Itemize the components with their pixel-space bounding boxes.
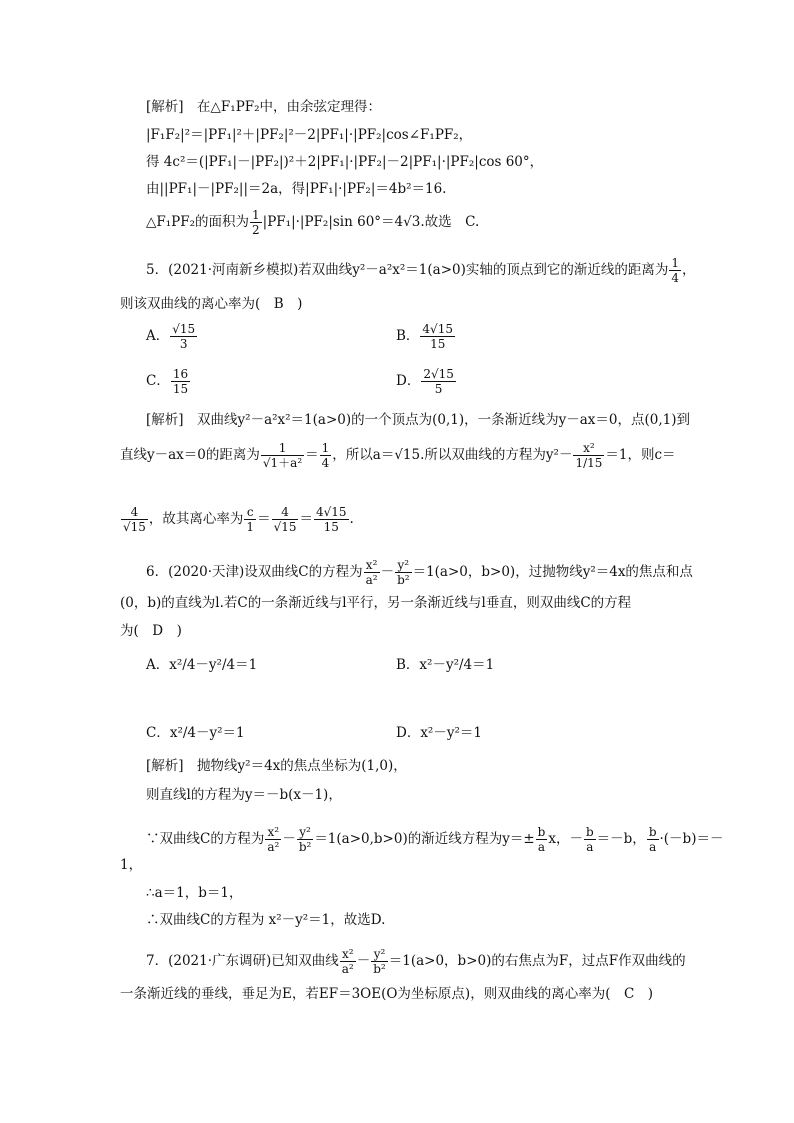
text: |PF₁|·|PF₂|sin 60°＝4√3.故选 C.	[262, 214, 480, 230]
option-b: B．x²－y²/4＝1	[396, 657, 495, 673]
text: ＝1(a>0，b>0)，过抛物线y²＝4x的焦点和点	[412, 564, 693, 580]
text: ＝	[299, 511, 313, 527]
question-6-stem-cont: (0，b)的直线为l.若C的一条渐近线与l平行，另一条渐近线与l垂直，则双曲线C的方程	[120, 595, 632, 611]
question-7-stem-cont: 一条渐近线的垂线，垂足为E，若EF＝3OE(O为坐标原点)，则双曲线的离心率为( C )	[120, 986, 654, 1002]
option-b	[396, 322, 456, 351]
solution-line: [解析] 在△F₁PF₂中，由余弦定理得：	[146, 99, 382, 115]
option-a: A．x²/4－y²/4＝1	[146, 657, 258, 673]
text: 5．(2021·河南新乡模拟)若双曲线y²－a²x²＝1(a>0)实轴的顶点到它的渐近线的距离为	[146, 262, 669, 278]
option-label: A．	[146, 328, 170, 344]
text: ，所以a＝√15.所以双曲线的方程为y²－	[332, 447, 573, 463]
solution-line	[120, 441, 676, 470]
text: ∵双曲线C的方程为	[146, 831, 265, 847]
solution-line: 1，	[120, 857, 143, 873]
fraction: $\frac{c}{1}$	[246, 505, 255, 534]
fraction: $\frac{\text{x²}}{\text{a²}}$	[341, 947, 354, 976]
solution-line	[146, 208, 479, 237]
option-d	[396, 367, 457, 396]
solution-line: 得 4c²＝(|PF₁|－|PF₂|)²＋2|PF₁|·|PF₂|－2|PF₁|·|PF₂|cos 60°，	[146, 154, 544, 170]
solution-line: [解析] 抛物线y²＝4x的焦点坐标为(1,0)，	[146, 758, 407, 774]
option-label: D．	[396, 373, 421, 389]
fraction: $\frac{\text{x²}}{1/15}$	[575, 441, 603, 470]
question-6-stem	[146, 558, 693, 587]
fraction: $\frac{4}{√15}$	[123, 505, 146, 534]
text: ＝1，则c＝	[605, 447, 676, 463]
text: ，	[682, 262, 696, 278]
fraction: $\frac{1}{4}$	[671, 256, 680, 285]
option-c: C．x²/4－y²＝1	[146, 725, 245, 741]
text: ＝1(a>0，b>0)的右焦点为F，过点F作双曲线的	[388, 953, 686, 969]
text: －	[380, 564, 395, 580]
fraction: $\frac{4}{√15}$	[273, 505, 297, 534]
fraction: $\frac{√15}{3}$	[172, 322, 196, 351]
fraction: $\frac{16}{15}$	[172, 367, 189, 396]
option-a	[146, 322, 198, 351]
option-d: D．x²－y²＝1	[396, 725, 482, 741]
fraction: $\frac{4√15}{15}$	[315, 505, 347, 534]
fraction: $\frac{\text{y²}}{\text{b²}}$	[397, 558, 410, 587]
solution-line: ∴双曲线C的方程为 x²－y²＝1，故选D.	[146, 912, 386, 928]
question-5-stem	[146, 256, 696, 285]
fraction: $\frac{b}{a}$	[585, 825, 594, 854]
text: ＝	[257, 511, 271, 527]
text: ，故其离心率为	[148, 511, 244, 527]
solution-line: |F₁F₂|²＝|PF₁|²＋|PF₂|²－2|PF₁|·|PF₂|cos∠F₁PF₂，	[146, 127, 473, 143]
fraction: $\frac{\text{x²}}{\text{a²}}$	[365, 558, 378, 587]
solution-line: [解析] 双曲线y²－a²x²＝1(a>0)的一个顶点为(0,1)，一条渐近线为y－ax＝0，点(0,1)到	[146, 412, 691, 428]
solution-line: 则直线l的方程为y＝－b(x－1)，	[146, 787, 342, 803]
solution-line: ∵双曲线C的方程为 $\frac{\text{x²}}{\text{a²}}$ － $\frac{\text{y²}}{\text{b²}}$ ＝1(a>0,b>0)的渐近线方程为y＝± $\frac{b}{a}$ x，－ $\frac{b}{a}$ ＝－b， $\frac{b}{a}$ ·(－b)＝－	[146, 825, 724, 854]
fraction: $\frac{1}{2}$	[252, 208, 260, 237]
text: ＝	[305, 447, 319, 463]
fraction: $\frac{4√15}{15}$	[422, 322, 453, 351]
question-6-stem-cont: 为( D )	[120, 623, 182, 639]
fraction: $\frac{\text{y²}}{\text{b²}}$	[298, 825, 312, 854]
fraction: $\frac{b}{a}$	[648, 825, 657, 854]
text: x，－	[548, 831, 583, 847]
text: .	[349, 511, 354, 527]
option-label: C．	[146, 373, 170, 389]
text: ＝1(a>0,b>0)的渐近线方程为y＝±	[314, 831, 535, 847]
fraction: $\frac{\text{y²}}{\text{b²}}$	[373, 947, 386, 976]
solution-line: ∴a＝1，b＝1，	[146, 885, 243, 901]
text: △F₁PF₂的面积为	[146, 214, 250, 230]
text: 6．(2020·天津)设双曲线C的方程为	[146, 564, 363, 580]
fraction: $\frac{b}{a}$	[537, 825, 546, 854]
fraction: $\frac{1}{4}$	[321, 441, 330, 470]
text: ＝－b，	[596, 831, 646, 847]
solution-line	[120, 505, 354, 534]
text: 7．(2021·广东调研)已知双曲线	[146, 953, 339, 969]
solution-line: 由||PF₁|－|PF₂||＝2a，得|PF₁|·|PF₂|＝4b²＝16.	[146, 181, 447, 197]
option-c	[146, 367, 191, 396]
text: 直线y－ax＝0的距离为	[120, 447, 260, 463]
question-7-stem: 7．(2021·广东调研)已知双曲线 $\frac{\text{x²}}{\text{a²}}$ － $\frac{\text{y²}}{\text{b²}}$ ＝1(a>0，b>0)的右焦点为F，过点F作双曲线的	[146, 947, 686, 976]
option-label: B．	[396, 328, 420, 344]
text: ·(－b)＝－	[659, 831, 724, 847]
question-5-stem-cont: 则该双曲线的离心率为( B )	[120, 296, 303, 312]
fraction: $\frac{\text{x²}}{\text{a²}}$	[267, 825, 280, 854]
fraction: $\frac{2√15}{5}$	[423, 367, 454, 396]
fraction: $\frac{1}{\text{√1＋a²}}$	[262, 441, 303, 470]
